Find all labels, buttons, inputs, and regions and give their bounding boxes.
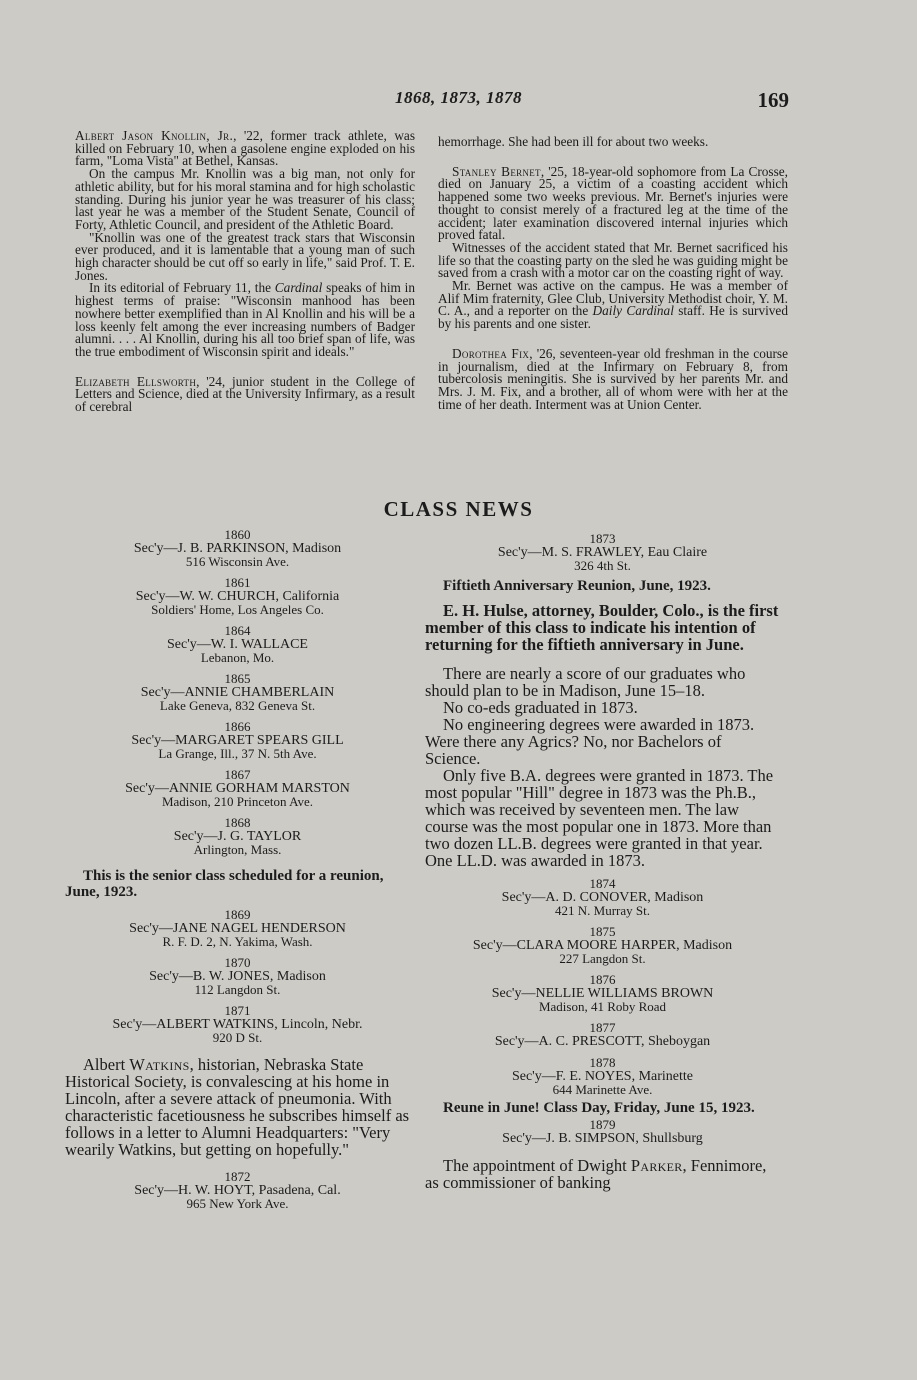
running-title: 1868, 1873, 1878 — [395, 88, 522, 107]
knollin-text-1: , '22, former track athlete, was killed on February 10, when a gasolene engine exploded on his farm, "Loma Vista" at Bethel, Kansas. — [75, 128, 415, 169]
class-news-heading: CLASS NEWS — [383, 497, 534, 521]
body-1873-paragraph: No co-eds graduated in 1873. — [443, 698, 638, 717]
address-1870: 112 Langdon St. — [194, 982, 281, 997]
parker-text-a: The appointment of Dwight — [443, 1156, 631, 1175]
year-1871: 1871 — [224, 1003, 251, 1018]
address-1874: 421 N. Murray St. — [555, 903, 650, 918]
reunion-1873: Fiftieth Anniversary Reunion, June, 1923. — [443, 578, 711, 594]
year-1865: 1865 — [224, 671, 251, 686]
knollin-text-4a: In its editorial of February 11, the — [89, 280, 275, 296]
secretary-1861: Sec'y—W. W. CHURCH, California — [135, 589, 340, 604]
obituaries-left-column — [75, 130, 415, 414]
daily-cardinal-title: Daily Cardinal — [592, 303, 674, 319]
year-1864: 1864 — [224, 623, 251, 638]
secretary-1869: Sec'y—JANE NAGEL HENDERSON — [129, 921, 346, 936]
secretary-1874: Sec'y—A. D. CONOVER, Madison — [501, 890, 704, 905]
address-1860: 516 Wisconsin Ave. — [185, 554, 290, 569]
bernet-paragraph-1 — [438, 163, 788, 243]
address-1871: 920 D St. — [212, 1030, 263, 1045]
bernet-paragraph-2: Witnesses of the accident stated that Mr. Bernet sacrificed his life so that the coasting party on the sled he was guiding might be saved from a crash with a motor car on the coasting right of way. — [438, 239, 788, 281]
year-1870: 1870 — [224, 955, 251, 970]
fix-paragraph — [438, 345, 788, 412]
fix-text: , '26, seventeen-year old freshman in the course in journalism, died at the Infirmary on February 8, from tubercolosis meningitis. She is survived by her parents Mr. and Mrs. J. M. Fix, and a brother, all of whom were with her at the time of her death. Interment was at Union Center. — [438, 345, 788, 412]
secretary-1865: Sec'y—ANNIE CHAMBERLAIN — [140, 685, 335, 700]
year-1874: 1874 — [589, 876, 616, 891]
knollin-name: Albert Jason Knollin, Jr. — [75, 128, 234, 143]
year-1877: 1877 — [589, 1020, 616, 1035]
secretary-1864: Sec'y—W. I. WALLACE — [167, 637, 308, 652]
secretary-1872: Sec'y—H. W. HOYT, Pasadena, Cal. — [134, 1183, 341, 1198]
address-1873: 326 4th St. — [574, 558, 631, 573]
address-1865: Lake Geneva, 832 Geneva St. — [159, 698, 316, 713]
address-1869: R. F. D. 2, N. Yakima, Wash. — [162, 934, 313, 949]
body-1873-paragraph: Only five B.A. degrees were granted in 1873. The most popular "Hill" degree in 1873 was the Ph.B., which was received by seventeen men. The law course was the most popular one in 1873. More than two dozen LL.B. degrees were granted in that year. One LL.D. was awarded in 1873. — [425, 766, 774, 870]
bernet-text-3b: staff. He is survived by his parents and one sister. — [438, 303, 788, 332]
secretary-1868: Sec'y—J. G. TAYLOR — [173, 829, 302, 844]
secretary-1870: Sec'y—B. W. JONES, Madison — [149, 969, 326, 984]
address-1864: Lebanon, Mo. — [200, 650, 275, 665]
secretary-1873: Sec'y—M. S. FRAWLEY, Eau Claire — [497, 545, 708, 560]
watkins-name: Watkins — [129, 1055, 190, 1074]
secretary-1867: Sec'y—ANNIE GORHAM MARSTON — [125, 781, 350, 796]
address-1868: Arlington, Mass. — [193, 842, 282, 857]
year-1866: 1866 — [224, 719, 251, 734]
address-1872: 965 New York Ave. — [186, 1196, 289, 1211]
hulse-1873: E. H. Hulse, attorney, Boulder, Colo., is the first member of this class to indicate his intention of returning for the fiftieth anniversary in June. — [425, 601, 779, 654]
year-1875: 1875 — [589, 924, 616, 939]
left-entries-group-2 — [65, 908, 410, 1044]
note-1868: This is the senior class scheduled for a reunion, June, 1923. — [65, 868, 384, 900]
address-1867: Madison, 210 Princeton Ave. — [161, 794, 314, 809]
parker-paragraph — [425, 1157, 780, 1191]
right-entries-group — [425, 877, 780, 1096]
parker-text-b: , Fennimore, as commissioner of banking — [425, 1156, 767, 1192]
secretary-1879: Sec'y—J. B. SIMPSON, Shullsburg — [502, 1131, 703, 1146]
ellsworth-text: , '24, junior student in the College of Letters and Science, died at the University Infirmary, as a result of cerebral — [75, 373, 415, 415]
year-1876: 1876 — [589, 972, 616, 987]
class-news-left-column — [65, 528, 410, 1210]
year-1868: 1868 — [224, 815, 251, 830]
year-1860: 1860 — [224, 527, 251, 542]
ellsworth-name: Elizabeth Ellsworth — [75, 373, 197, 389]
secretary-1866: Sec'y—MARGARET SPEARS GILL — [131, 733, 344, 748]
knollin-paragraph-2: On the campus Mr. Knollin was a big man, not only for athletic ability, but for his moral stamina and for high scholastic standing. During his junior year he was treasurer of his class; last year he was a member of the Student Senate, Council of Forty, Athletic Council, and president of the Athletic Board. — [75, 166, 415, 232]
ellsworth-paragraph — [75, 373, 415, 415]
address-1866: La Grange, Ill., 37 N. 5th Ave. — [158, 746, 317, 761]
secretary-1878: Sec'y—F. E. NOYES, Marinette — [511, 1069, 694, 1084]
bernet-paragraph-3 — [438, 280, 788, 331]
watkins-text-a: Albert — [83, 1055, 130, 1074]
knollin-text-4b: speaks of him in highest terms of praise: "Wisconsin manhood has been nowhere better exemplified than in Al Knollin and his will be a loss keenly felt among the ever increasing numbers of Badger alumni. . . . Al Knollin, during his all too brief span of life, was the true embodiment of Wisconsin spirit and ideals." — [75, 280, 415, 359]
year-1878: 1878 — [589, 1055, 616, 1070]
year-1873: 1873 — [589, 531, 616, 546]
secretary-1876: Sec'y—NELLIE WILLIAMS BROWN — [491, 986, 714, 1001]
body-1873 — [425, 665, 780, 869]
address-1876: Madison, 41 Roby Road — [538, 999, 667, 1014]
class-news-right-column — [425, 532, 780, 1191]
secretary-1877: Sec'y—A. C. PRESCOTT, Sheboygan — [494, 1034, 711, 1049]
bernet-text-1: , '25, 18-year-old sophomore from La Crosse, died on January 25, a victim of a coasting accident which happened some two weeks previous. Mr. Bernet's injuries were thought to consist merely of a fractured leg at the time of the accident; later examination discovered internal injuries which proved fatal. — [438, 163, 788, 243]
address-1861: Soldiers' Home, Los Angeles Co. — [151, 602, 324, 617]
body-1873-paragraph: No engineering degrees were awarded in 1873. Were there any Agrics? No, nor Bachelors of Science. — [425, 715, 755, 768]
knollin-paragraph-3: "Knollin was one of the greatest track stars that Wisconsin ever produced, and it is lamentable that a young man of such high character should be cut off so early in life," said Prof. T. E. Jones. — [75, 229, 415, 283]
watkins-text-b: , historian, Nebraska State Historical Society, is convalescing at his home in Lincoln, after a severe attack of pneumonia. With characteristic facetiousness he subscribes himself as follows in a letter to Alumni Headquarters: "Very wearily Watkins, but getting on hopefully." — [65, 1055, 410, 1159]
reune-1878: Reune in June! Class Day, Friday, June 15, 1923. — [443, 1100, 755, 1116]
body-1873-paragraph: There are nearly a score of our graduates who should plan to be in Madison, June 15–18. — [425, 664, 746, 700]
secretary-1860: Sec'y—J. B. PARKINSON, Madison — [133, 541, 342, 556]
left-entries-group-1 — [65, 528, 410, 856]
secretary-1875: Sec'y—CLARA MOORE HARPER, Madison — [472, 938, 733, 953]
fix-name: Dorothea Fix — [452, 345, 530, 361]
year-1869: 1869 — [224, 907, 251, 922]
year-1861: 1861 — [224, 575, 251, 590]
cardinal-title: Cardinal — [274, 280, 323, 296]
knollin-paragraph-1 — [75, 130, 415, 168]
knollin-paragraph-4 — [75, 282, 415, 358]
year-1879: 1879 — [589, 1117, 616, 1132]
bernet-name: Stanley Bernet — [452, 163, 541, 179]
address-1875: 227 Langdon St. — [559, 951, 646, 966]
address-1878: 644 Marinette Ave. — [552, 1082, 653, 1097]
page-number: 169 — [757, 88, 789, 112]
year-1867: 1867 — [224, 767, 251, 782]
obituaries-right-column — [438, 136, 788, 411]
watkins-paragraph — [65, 1056, 410, 1158]
parker-name: Parker — [630, 1156, 683, 1175]
secretary-1871: Sec'y—ALBERT WATKINS, Lincoln, Nebr. — [112, 1017, 363, 1032]
ellsworth-continued: hemorrhage. She had been ill for about two weeks. — [438, 134, 709, 149]
bernet-text-3a: Mr. Bernet was active on the campus. He was a member of Alif Mim fraternity, Glee Club, University Methodist choir, Y. M. C. A., and a reporter on the — [438, 278, 788, 319]
year-1872: 1872 — [224, 1169, 251, 1184]
